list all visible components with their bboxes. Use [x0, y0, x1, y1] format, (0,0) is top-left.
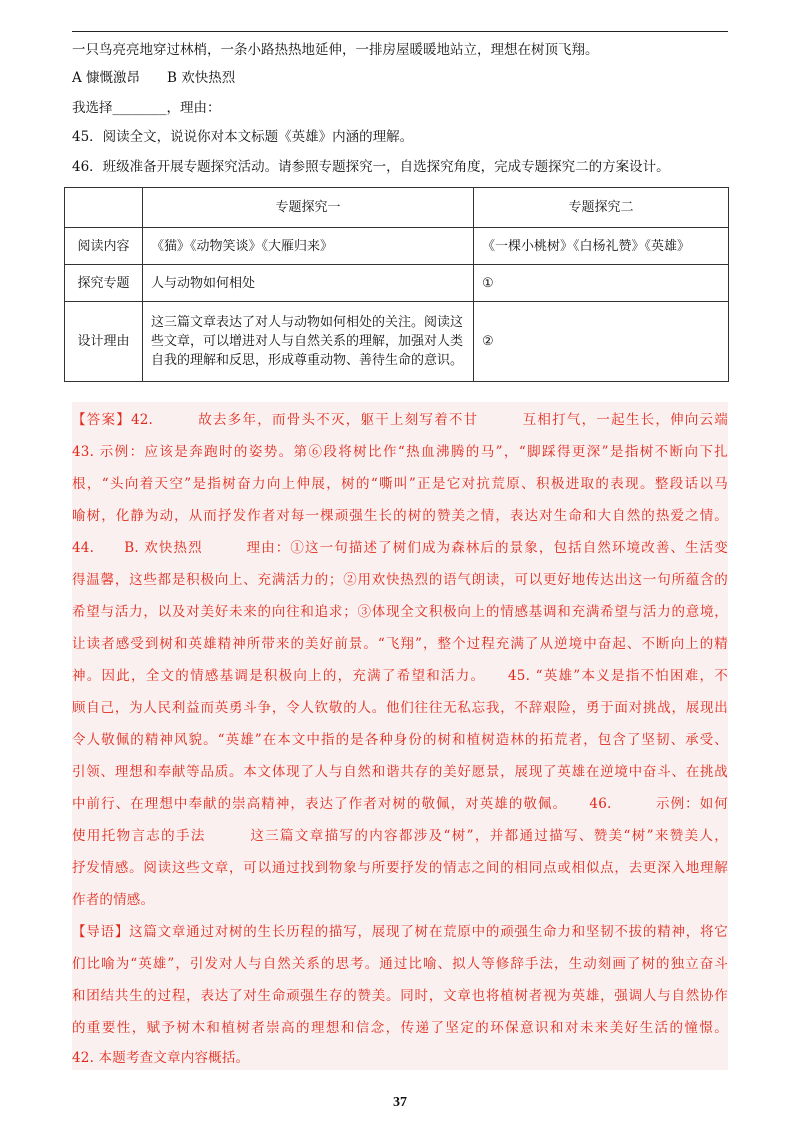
guide-line: 和团结共生的过程，表达了对生命顽强生存的赞美。同时，文章也将植树者视为英雄，强调人与自然协作 — [72, 988, 728, 1004]
cell-reason-1: 这三篇文章表达了对人与动物如何相处的关注。阅读这些文章，可以增进对人与自然关系的理解，加强对人类自我的理解和反思，形成尊重动物、善待生命的意识。 — [143, 302, 474, 382]
analysis-line: 42. 本题考查文章内容概括。 — [72, 1050, 250, 1066]
answer-line: 44. B. 欢快热烈 理由：①这一句描述了树们成为森林后的景象，包括自然环境改善、生活变 — [72, 540, 728, 556]
intro-line-1: 一只鸟亮亮地穿过林梢，一条小路热热地延伸，一排房屋暖暖地站立，理想在树顶飞翔。 — [72, 42, 599, 58]
choice-line: 我选择________，理由： — [72, 100, 221, 116]
option-line: A 慷慨激昂 B 欢快热烈 — [72, 70, 236, 86]
guide-line: 【导语】这篇文章通过对树的生长历程的描写，展现了树在荒原中的顽强生命力和坚韧不拔的精神，将它 — [72, 924, 728, 940]
answer-line: 根，“头向着天空”是指树奋力向上伸展，树的“嘶叫”正是它对抗荒原、积极进取的表现。整段话以马 — [72, 476, 728, 492]
table-header-topic-2: 专题探究二 — [474, 188, 729, 228]
answer-line: 中前行、在理想中奉献的崇高精神，表达了作者对树的敬佩，对英雄的敬佩。 46. 示例：如何 — [72, 796, 728, 812]
answer-line: 43. 示例：应该是奔跑时的姿势。第⑥段将树比作“热血沸腾的马”，“脚踩得更深”是指树不断向下扎 — [72, 444, 728, 460]
top-rule — [72, 31, 728, 32]
topic-table — [64, 187, 729, 382]
answer-line: 神。因此，全文的情感基调是积极向上的，充满了希望和活力。 45. “英雄”本义是指不怕困难，不 — [72, 668, 728, 684]
row-label-topic: 探究专题 — [65, 265, 143, 302]
answer-line: 使用托物言志的手法 这三篇文章描写的内容都涉及“树”，并都通过描写、赞美“树”来赞美人， — [72, 828, 728, 844]
answer-block — [72, 402, 728, 1070]
answer-line: 顾自己，为人民利益而英勇斗争，令人钦敬的人。他们往往无私忘我，不辞艰险，勇于面对挑战，展现出 — [72, 700, 728, 716]
answer-line: 抒发情感。阅读这些文章，可以通过找到物象与所要抒发的情志之间的相同点或相似点，去更深入地理解 — [72, 860, 728, 876]
answer-line: 令人敬佩的精神风貌。“英雄”在本文中指的是各种身份的树和植树造林的拓荒者，包含了坚韧、承受、 — [72, 732, 728, 748]
guide-line: 的重要性，赋予树木和植树者崇高的理想和信念，传递了坚定的环保意识和对未来美好生活的憧憬。 — [72, 1020, 728, 1036]
guide-line: 们比喻为“英雄”，引发对人与自然关系的思考。通过比喻、拟人等修辞手法，生动刻画了树的独立奋斗 — [72, 956, 728, 972]
cell-topic-1: 人与动物如何相处 — [143, 265, 474, 302]
answer-line: 得温馨，这些都是积极向上、充满活力的；②用欢快热烈的语气朗读，可以更好地传达出这一句所蕴含的 — [72, 572, 728, 588]
answer-line: 作者的情感。 — [72, 892, 155, 908]
answer-line: 喻树，化静为动，从而抒发作者对每一棵顽强生长的树的赞美之情，表达对生命和大自然的热爱之情。 — [72, 508, 728, 524]
answer-line: 希望与活力，以及对美好未来的向往和追求；③体现全文积极向上的情感基调和充满希望与活力的意境， — [72, 604, 728, 620]
cell-reading-2: 《一棵小桃树》《白杨礼赞》《英雄》 — [474, 228, 729, 265]
question-45: 45．阅读全文，说说你对本文标题《英雄》内涵的理解。 — [72, 129, 414, 145]
cell-reading-1: 《猫》《动物笑谈》《大雁归来》 — [143, 228, 474, 265]
page-number: 37 — [393, 1095, 407, 1110]
answer-line: 让读者感受到树和英雄精神所带来的美好前景。“飞翔”，整个过程充满了从逆境中奋起、不断向上的精 — [72, 636, 728, 652]
question-46: 46．班级准备开展专题探究活动。请参照专题探究一，自选探究角度，完成专题探究二的方案设计。 — [72, 159, 670, 175]
answer-line: 【答案】42. 故去多年，而骨头不灭，躯干上刻写着不甘 互相打气，一起生长，伸向云端 — [72, 412, 728, 428]
row-label-reading: 阅读内容 — [65, 228, 143, 265]
table-header-empty — [65, 188, 143, 228]
cell-reason-2: ② — [474, 302, 729, 382]
row-label-reason: 设计理由 — [65, 302, 143, 382]
cell-topic-2: ① — [474, 265, 729, 302]
table-header-topic-1: 专题探究一 — [143, 188, 474, 228]
answer-line: 引领、理想和奉献等品质。本文体现了人与自然和谐共存的美好愿景，展现了英雄在逆境中奋斗、在挑战 — [72, 764, 728, 780]
